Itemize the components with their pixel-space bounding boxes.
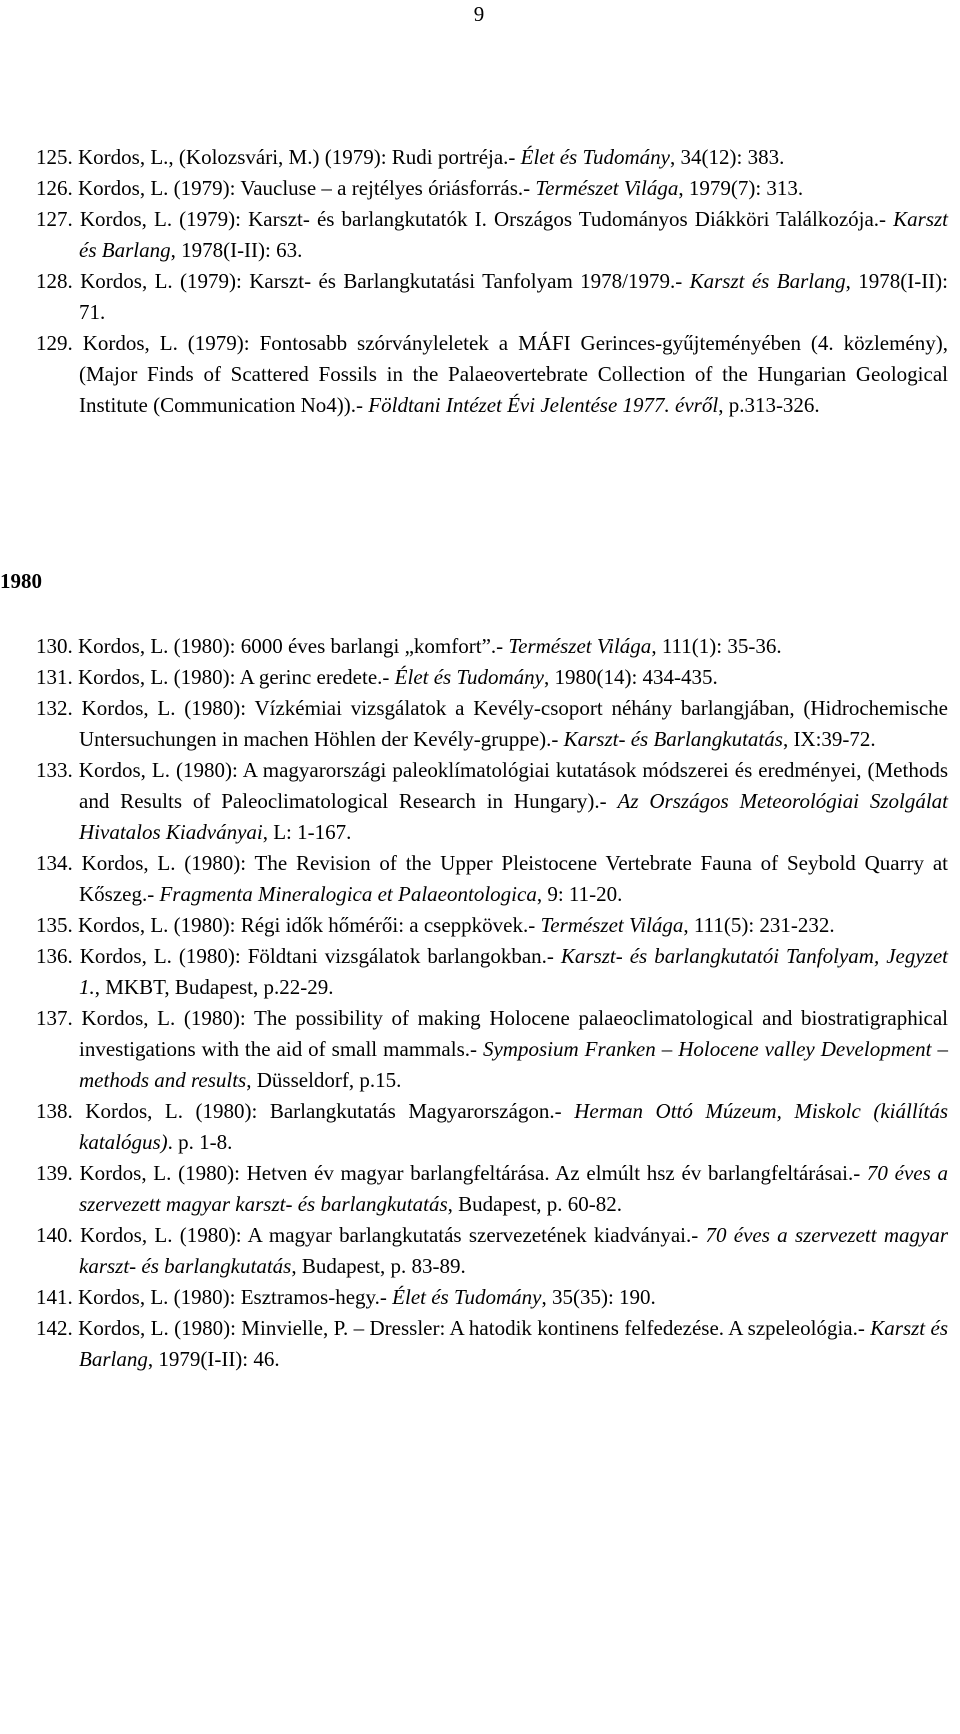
entry-text: Kordos, L. (1979): Vaucluse – a rejtélyes óriásforrás.- bbox=[78, 176, 536, 200]
reference-entry bbox=[0, 662, 948, 693]
entry-text: , MKBT, Budapest, p.22-29. bbox=[94, 975, 334, 999]
entry-text: , 1979(I-II): 46. bbox=[147, 1347, 280, 1371]
entry-number: 125. bbox=[36, 145, 78, 169]
reference-list-1980 bbox=[0, 631, 960, 1375]
entry-source-title: Földtani Intézet Évi Jelentése 1977. évről bbox=[368, 393, 719, 417]
entry-source-title: Symposium Franken – Holocene valley Development – methods and results bbox=[79, 1037, 948, 1092]
reference-entry bbox=[0, 1158, 948, 1220]
entry-text: , Budapest, p. 83-89. bbox=[291, 1254, 466, 1278]
entry-source-title: Természet Világa bbox=[540, 913, 684, 937]
entry-text: Kordos, L. (1980): Hetven év magyar barlangfeltárása. Az elmúlt hsz év barlangfeltárásai.- bbox=[79, 1161, 867, 1185]
entry-text: Kordos, L. (1980): A magyar barlangkutatás szervezetének kiadványai.- bbox=[80, 1223, 706, 1247]
reference-entry bbox=[0, 910, 948, 941]
reference-entry bbox=[0, 693, 948, 755]
entry-source-title: Élet és Tudomány bbox=[394, 665, 544, 689]
entry-text: , 9: 11-20. bbox=[536, 882, 623, 906]
entry-source-title: Herman Ottó Múzeum, Miskolc (kiállítás katalógus) bbox=[79, 1099, 948, 1154]
entry-text: , Budapest, p. 60-82. bbox=[447, 1192, 623, 1216]
entry-text: , IX:39-72. bbox=[782, 727, 876, 751]
entry-text: , 1980(14): 434-435. bbox=[543, 665, 718, 689]
entry-source-title: Élet és Tudomány bbox=[520, 145, 670, 169]
entry-source-title: Természet Világa bbox=[535, 176, 679, 200]
entry-number: 142. bbox=[36, 1316, 79, 1340]
entry-source-title: Természet Világa bbox=[508, 634, 652, 658]
entry-text: Kordos, L. (1980): Barlangkutatás Magyarországon.- bbox=[85, 1099, 575, 1123]
entry-source-title: Az Országos Meteorológiai Szolgálat Hivatalos Kiadványai bbox=[79, 789, 948, 844]
entry-source-title: Élet és Tudomány bbox=[392, 1285, 542, 1309]
entry-text: , p.313-326. bbox=[718, 393, 820, 417]
reference-entry bbox=[0, 266, 948, 328]
entry-source-title: Karszt és Barlang bbox=[79, 207, 948, 262]
reference-entry bbox=[0, 1282, 948, 1313]
entry-source-title: Karszt és Barlang bbox=[689, 269, 846, 293]
entry-text: , 35(35): 190. bbox=[541, 1285, 656, 1309]
page-number: 9 bbox=[473, 2, 485, 26]
entry-number: 138. bbox=[36, 1099, 86, 1123]
entry-number: 133. bbox=[36, 758, 79, 782]
entry-source-title: 70 éves a szervezett magyar karszt- és barlangkutatás bbox=[79, 1223, 949, 1278]
entry-number: 135. bbox=[36, 913, 78, 937]
entry-text: Kordos, L. (1980): A magyarországi paleoklímatológiai kutatások módszerei és eredményei, (Methods and Results of Paleoclimatological Research in Hungary).- bbox=[78, 758, 949, 813]
entry-number: 131. bbox=[36, 665, 78, 689]
entry-text: , 111(5): 231-232. bbox=[683, 913, 835, 937]
entry-number: 141. bbox=[36, 1285, 78, 1309]
reference-entry bbox=[0, 941, 948, 1003]
entry-text: Kordos, L. (1980): Földtani vizsgálatok barlangokban.- bbox=[79, 944, 561, 968]
entry-text: , 1978(I-II): 63. bbox=[170, 238, 303, 262]
entry-text: , 111(1): 35-36. bbox=[651, 634, 782, 658]
entry-number: 134. bbox=[36, 851, 82, 875]
entry-text: , L: 1-167. bbox=[262, 820, 352, 844]
entry-source-title: Karszt- és Barlangkutatás bbox=[563, 727, 783, 751]
entry-text: Kordos, L. (1980): A gerinc eredete.- bbox=[78, 665, 395, 689]
reference-entry bbox=[0, 1003, 948, 1096]
entry-text: , 1978(I-II): 71. bbox=[79, 269, 949, 324]
reference-entry bbox=[0, 1313, 948, 1375]
reference-entry bbox=[0, 204, 948, 266]
entry-text: Kordos, L. (1980): The Revision of the Upper Pleistocene Vertebrate Fauna of Seybold Quarry at Kőszeg.- bbox=[79, 851, 949, 906]
entry-text: , Düsseldorf, p.15. bbox=[246, 1068, 402, 1092]
entry-text: , 1979(7): 313. bbox=[678, 176, 804, 200]
entry-number: 129. bbox=[36, 331, 83, 355]
entry-number: 137. bbox=[36, 1006, 82, 1030]
entry-text: Kordos, L. (1980): Esztramos-hegy.- bbox=[78, 1285, 393, 1309]
year-heading: 1980 bbox=[0, 569, 42, 593]
entry-text: Kordos, L. (1980): Vízkémiai vizsgálatok a Kevély-csoport néhány barlangjában, (Hidrochemische Untersuchungen in machen Höhlen der Kevély-gruppe).- bbox=[79, 696, 948, 751]
entry-text: Kordos, L. (1979): Karszt- és barlangkutatók I. Országos Tudományos Diákköri Találkozója.- bbox=[79, 207, 894, 231]
reference-entry bbox=[0, 1220, 948, 1282]
reference-entry bbox=[0, 755, 948, 848]
entry-number: 128. bbox=[36, 269, 81, 293]
entry-text: Kordos, L. (1980): Minvielle, P. – Dressler: A hatodik kontinens felfedezése. A szpeleológia.- bbox=[78, 1316, 871, 1340]
entry-number: 140. bbox=[36, 1223, 81, 1247]
entry-number: 126. bbox=[36, 176, 78, 200]
entry-source-title: Fragmenta Mineralogica et Palaeontologica bbox=[159, 882, 537, 906]
entry-text: Kordos, L. (1980): Régi idők hőmérői: a cseppkövek.- bbox=[78, 913, 541, 937]
entry-number: 136. bbox=[36, 944, 80, 968]
reference-list-1979 bbox=[0, 142, 960, 421]
reference-entry bbox=[0, 848, 948, 910]
entry-number: 132. bbox=[36, 696, 82, 720]
entry-text: Kordos, L. (1979): Karszt- és Barlangkutatási Tanfolyam 1978/1979.- bbox=[80, 269, 690, 293]
reference-entry bbox=[0, 142, 948, 173]
entry-text: Kordos, L. (1980): 6000 éves barlangi „komfort”.- bbox=[78, 634, 509, 658]
reference-entry bbox=[0, 173, 948, 204]
entry-text: Kordos, L. (1980): The possibility of making Holocene palaeoclimatological and biostratigraphical investigations with the aid of small mammals.- bbox=[79, 1006, 948, 1061]
entry-text: Kordos, L., (Kolozsvári, M.) (1979): Rudi portréja.- bbox=[78, 145, 521, 169]
entry-number: 127. bbox=[36, 207, 80, 231]
entry-source-title: Karszt- és barlangkutatói Tanfolyam, Jegyzet 1. bbox=[79, 944, 949, 999]
reference-entry bbox=[0, 1096, 948, 1158]
reference-entry bbox=[0, 328, 948, 421]
entry-source-title: 70 éves a szervezett magyar karszt- és barlangkutatás bbox=[79, 1161, 949, 1216]
entry-text: Kordos, L. (1979): Fontosabb szórványleletek a MÁFI Gerinces-gyűjteményében (4. közlemény), (Major Finds of Scattered Fossils in the Palaeovertebrate Collection of the Hungarian Geological Institute (Communication No4)).- bbox=[79, 331, 948, 417]
entry-text: . p. 1-8. bbox=[167, 1130, 233, 1154]
entry-number: 139. bbox=[36, 1161, 80, 1185]
reference-entry bbox=[0, 631, 948, 662]
entry-text: , 34(12): 383. bbox=[670, 145, 785, 169]
entry-number: 130. bbox=[36, 634, 78, 658]
entry-source-title: Karszt és Barlang bbox=[79, 1316, 949, 1371]
